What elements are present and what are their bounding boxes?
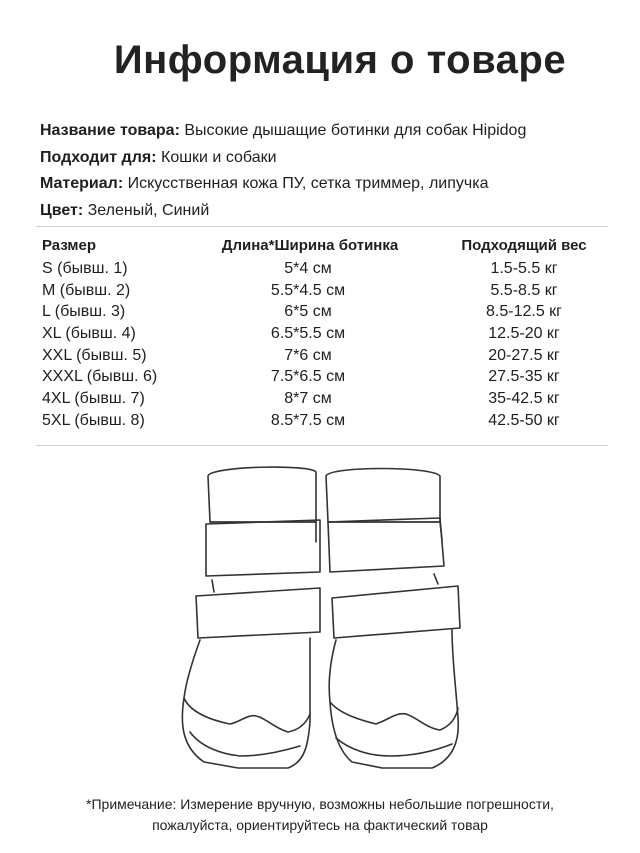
cell-dimensions: 5*4 см bbox=[284, 260, 332, 277]
cell-weight: 42.5-50 кг bbox=[488, 411, 560, 429]
size-table bbox=[40, 234, 600, 432]
cell-dimensions: 7.5*6.5 см bbox=[270, 368, 346, 386]
cell-size: XL (бывш. 4) bbox=[42, 325, 136, 343]
table-header bbox=[40, 234, 600, 258]
cell-size: 4XL (бывш. 7) bbox=[42, 390, 145, 408]
info-row-color bbox=[40, 198, 610, 225]
product-info bbox=[40, 118, 610, 224]
header-weight: Подходящий вес bbox=[461, 237, 587, 254]
table-row bbox=[40, 258, 600, 280]
footnote-line-2: пожалуйста, ориентируйтесь на фактический товар bbox=[152, 817, 488, 833]
cell-weight: 5.5-8.5 кг bbox=[490, 281, 558, 299]
page-title: Информация о товаре bbox=[113, 38, 567, 82]
cell-weight: 8.5-12.5 кг bbox=[486, 303, 562, 321]
cell-size: XXXL (бывш. 6) bbox=[42, 368, 158, 386]
info-row-name bbox=[40, 118, 610, 145]
info-label-color: Цвет: bbox=[40, 201, 84, 219]
table-row bbox=[40, 301, 600, 323]
info-label-fits: Подходит для: bbox=[40, 148, 157, 166]
cell-weight: 27.5-35 кг bbox=[488, 368, 560, 386]
left-boot-drawing bbox=[182, 467, 320, 768]
footnote bbox=[0, 794, 640, 836]
cell-size: S (бывш. 1) bbox=[42, 260, 128, 277]
cell-weight: 12.5-20 кг bbox=[488, 325, 560, 343]
cell-size: 5XL (бывш. 8) bbox=[42, 411, 145, 429]
table-row bbox=[40, 388, 600, 410]
info-label-name: Название товара: bbox=[40, 122, 180, 139]
info-label-material: Материал: bbox=[40, 175, 124, 192]
header-size: Размер bbox=[42, 237, 97, 254]
cell-size: M (бывш. 2) bbox=[42, 281, 131, 299]
cell-weight: 20-27.5 кг bbox=[488, 346, 560, 364]
info-value-color: Зеленый, Синий bbox=[83, 201, 210, 219]
right-boot-drawing bbox=[326, 469, 460, 769]
table-row bbox=[40, 345, 600, 367]
info-row-fits bbox=[40, 145, 610, 172]
table-row bbox=[40, 366, 600, 388]
cell-weight: 35-42.5 кг bbox=[488, 390, 560, 408]
cell-size: L (бывш. 3) bbox=[42, 303, 126, 321]
table-row bbox=[40, 280, 600, 302]
cell-size: XXL (бывш. 5) bbox=[42, 346, 147, 364]
footnote-line-1: *Примечание: Измерение вручную, возможны небольшие погрешности, bbox=[86, 796, 554, 812]
info-value-fits: Кошки и собаки bbox=[156, 148, 277, 166]
header-dimensions: Длина*Ширина ботинка bbox=[221, 237, 399, 254]
info-row-material bbox=[40, 171, 610, 198]
cell-dimensions: 8*7 см bbox=[284, 390, 332, 408]
cell-dimensions: 6.5*5.5 см bbox=[270, 325, 346, 343]
info-value-name: Высокие дышащие ботинки для собак Hipidog bbox=[179, 122, 527, 139]
divider-top bbox=[36, 226, 608, 227]
info-value-material: Искусственная кожа ПУ, сетка триммер, липучка bbox=[123, 175, 489, 192]
divider-bottom bbox=[36, 445, 608, 446]
cell-dimensions: 7*6 см bbox=[284, 346, 332, 364]
cell-weight: 1.5-5.5 кг bbox=[490, 260, 558, 277]
cell-dimensions: 6*5 см bbox=[284, 303, 332, 321]
boots-illustration bbox=[170, 462, 470, 782]
cell-dimensions: 8.5*7.5 см bbox=[270, 411, 346, 429]
cell-dimensions: 5.5*4.5 см bbox=[270, 281, 346, 299]
table-row bbox=[40, 410, 600, 432]
table-row bbox=[40, 323, 600, 345]
